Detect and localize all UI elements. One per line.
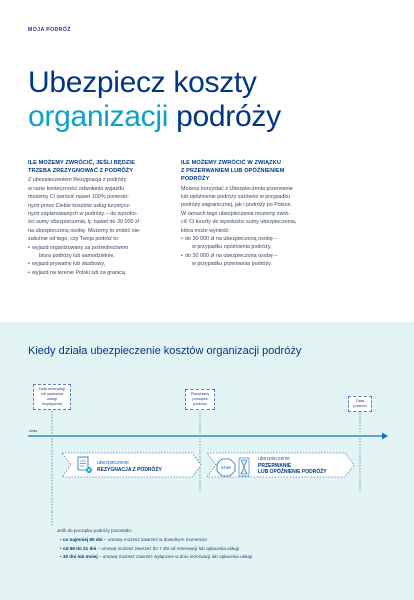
body-line: w razie konieczności odwołania wyjazdu (28, 185, 125, 192)
title-line-1: Ubezpiecz koszty (28, 66, 257, 99)
return-date-box: Data powrotu (348, 396, 372, 412)
list-item: • co najmniej 60 dni – umowę możesz zawrzeć w dowolnym momencie (60, 536, 377, 545)
resignation-body (28, 176, 200, 243)
body-line: na ubezpieczoną osobę. Możemy to zrobić nie- (28, 227, 141, 234)
body-line: cić Ci koszty do wysokości sumy ubezpieczenia, (181, 219, 297, 226)
stop-sign-text: STOP (221, 466, 231, 470)
list-item: • do 30 000 zł na ubezpieczoną osobę – w przypadku opóźnienia podróży, (181, 235, 359, 252)
list-item: • wyjazd organizowany za pośrednictwem biura podróży lub samodzielnie, (28, 244, 200, 261)
section-label: MOJA PODRÓŻ (28, 27, 71, 33)
resignation-heading (28, 159, 200, 175)
body-line: lub opóźnienie podróży zarówno w przypadku (181, 194, 291, 201)
axis-label: czas (29, 428, 38, 433)
title-line-2-rest: podróży (168, 100, 281, 133)
list-item: • wyjazd prywatny lub służbowy, (28, 260, 200, 268)
heading-line: TRZEBA ZREZYGNOWAĆ Z PODRÓŻY (28, 168, 134, 175)
axis-arrow-icon (382, 433, 388, 440)
list-item: • od 59 do 31 dni – umowę możesz zawrzeć do 7 dni od rezerwacji lub opłacenia usługi (60, 545, 377, 554)
interruption-bullets (181, 235, 359, 269)
body-line: Możesz korzystać z Ubezpieczenia przerwanie (181, 185, 293, 192)
resignation-bullets (28, 244, 200, 278)
list-item: • 30 dni lub mniej – umowę możesz zawrzeć wyłącznie w dniu rezerwacji lub opłacenia usługi (60, 553, 377, 562)
body-line: ści sumy ubezpieczenia, tj. nawet do 30 000 zł (28, 219, 139, 226)
body-line: możemy Ci zwrócić nawet 100% poniesio- (28, 194, 129, 201)
interruption-heading (181, 159, 359, 184)
interruption-body (181, 185, 359, 235)
conditions-intro: Jeśli do początku podróży pozostało: (57, 528, 133, 533)
page-title (28, 66, 281, 134)
resignation-coverage-label: ubezpieczenie REZYGNACJA Z PODRÓŻY (97, 460, 162, 473)
interruption-coverage-label: ubezpieczenie PRZERWANIE LUB OPÓŹNIENIE PODRÓŻY (258, 456, 327, 476)
list-item: • do 30 000 zł na ubezpieczoną osobę – w przypadku przerwania podróży. (181, 252, 359, 269)
heading-line: ILE MOŻEMY ZWRÓCIĆ W ZWIĄZKU (181, 160, 281, 166)
timeline-title: Kiedy działa ubezpieczenie kosztów organizacji podróży (28, 345, 302, 357)
body-line: nych zaplanowanych w podróży – do wysoko- (28, 211, 138, 218)
heading-line: ILE MOŻEMY ZWRÓCIĆ, JEŚLI BĘDZIE (28, 160, 135, 166)
planned-start-box: Planowany początek podróży (185, 389, 215, 410)
interruption-info-column (181, 159, 359, 269)
body-line: Z ubezpieczeniem Rezygnacja z podróży (28, 177, 127, 184)
body-line: zależnie od tego, czy Twoja podróż to: (28, 236, 120, 243)
resignation-info-column (28, 159, 200, 277)
heading-line: PODRÓŻY (181, 176, 210, 183)
reservation-date-box: Data rezerwacji lub opłacenia usługi turystycznej (33, 384, 71, 410)
body-line: W ramach tego ubezpieczenia możemy zwró- (181, 210, 291, 217)
body-line: nych przez Ciebie kosztów usług turystycz- (28, 202, 131, 209)
list-item: • wyjazd na terenie Polski lub za granicą. (28, 269, 200, 277)
heading-line: Z PRZERWANIEM LUB OPÓŹNIENIEM (181, 168, 285, 175)
body-line: która może wynieść: (181, 227, 230, 234)
hourglass-icon (239, 458, 249, 476)
title-accent: organizacji (28, 100, 169, 133)
body-line: podróży zagranicznej, jak i podróży po Polsce. (181, 202, 292, 209)
conditions-list (57, 527, 377, 562)
